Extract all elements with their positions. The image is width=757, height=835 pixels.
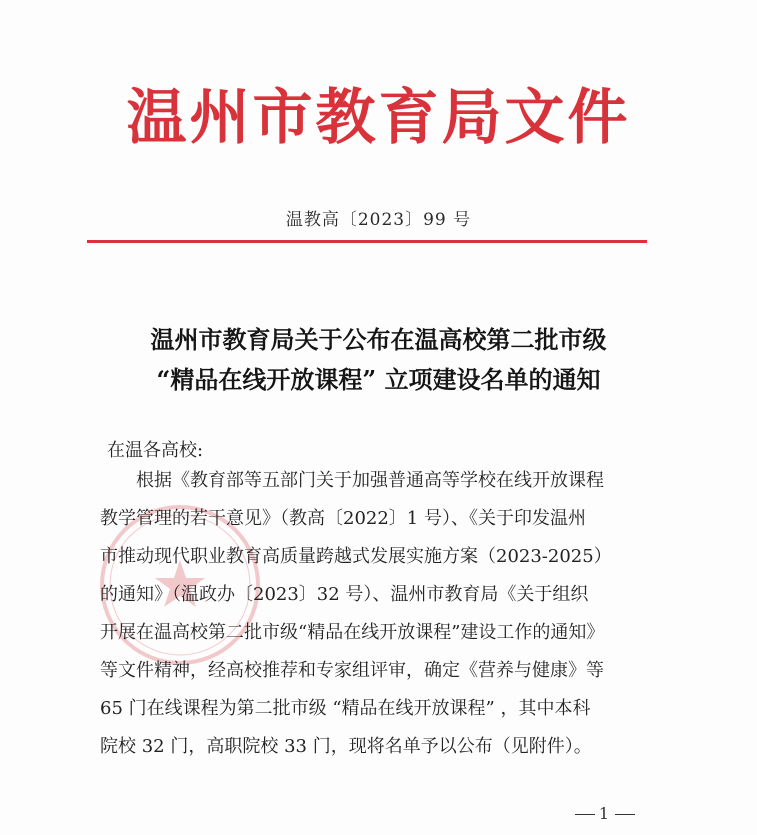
body-paragraph xyxy=(100,462,680,766)
notice-title-line-2: “精品在线开放课程” 立项建设名单的通知 xyxy=(156,365,601,394)
dash-left xyxy=(575,814,595,815)
body-line: 教学管理的若干意见》（教高〔2022〕1 号）、《关于印发温州 xyxy=(100,508,586,529)
page-number: 1 xyxy=(598,804,611,823)
body-line: 根据《教育部等五部门关于加强普通高等学校在线开放课程 xyxy=(136,470,604,491)
body-line: 等文件精神，经高校推荐和专家组评审，确定《营养与健康》等 xyxy=(100,660,604,681)
page-footer xyxy=(571,804,639,823)
red-divider-rule xyxy=(87,240,647,243)
body-line: 开展在温高校第二批市级“精品在线开放课程”建设工作的通知》 xyxy=(100,622,605,643)
document-number: 温教高〔2023〕99 号 xyxy=(285,210,472,230)
dash-right xyxy=(615,814,635,815)
body-line: 的通知》（温政办〔2023〕32 号）、温州市教育局《关于组织 xyxy=(100,584,589,605)
notice-title xyxy=(0,320,757,400)
body-line: 院校 32 门，高职院校 33 门，现将名单予以公布（见附件）。 xyxy=(100,736,592,757)
body-line: 市推动现代职业教育高质量跨越式发展实施方案（2023-2025） xyxy=(100,546,612,567)
body-line: 65 门在线课程为第二批市级 “精品在线开放课程” ，其中本科 xyxy=(100,698,591,719)
salutation: 在温各高校: xyxy=(107,440,204,461)
notice-title-line-1: 温州市教育局关于公布在温高校第二批市级 xyxy=(150,325,607,354)
header-title: 温州市教育局文件 xyxy=(126,83,631,153)
